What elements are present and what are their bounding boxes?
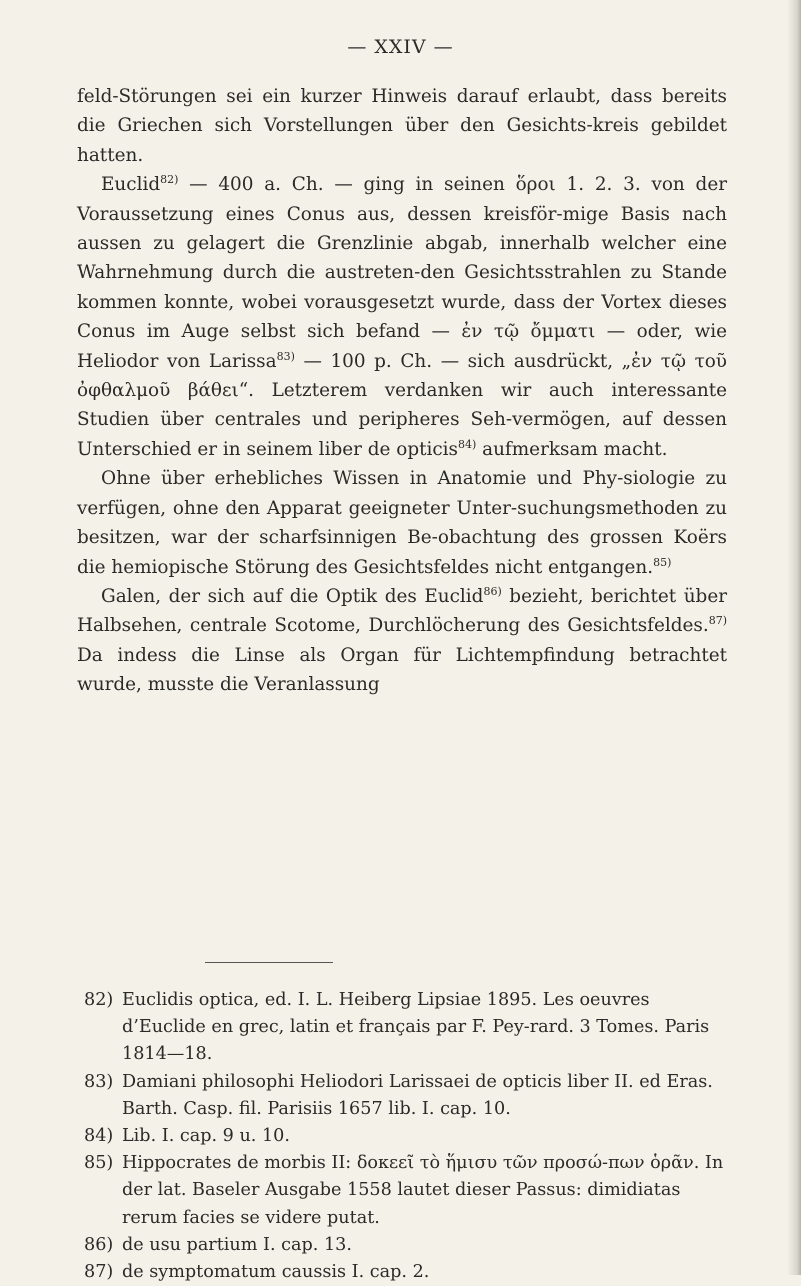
footnote-text: de symptomatum caussis I. cap. 2. (122, 1262, 430, 1283)
footnote (84, 1259, 734, 1286)
footnote (84, 987, 734, 1069)
footnote-ref[interactable]: 85) (653, 555, 672, 569)
paragraph-text: — 100 p. Ch. — sich ausdrückt, „ἐν τῷ τοῦ ὀφθαλμοῦ βάθει“. Letzterem verdanken wir auch interessante Studien über centrales und peripheres Seh-vermögen, auf dessen Unterschied er in seinem liber de opticis (77, 350, 727, 460)
paragraph-text: aufmerksam macht. (476, 438, 668, 460)
page-header: — XXIV — (347, 36, 454, 58)
footnote-number: 86) (84, 1234, 114, 1255)
footnote-ref[interactable]: 84) (457, 437, 477, 451)
paragraph (77, 582, 727, 700)
footnote-ref[interactable]: 86) (483, 584, 502, 598)
footnote-text: Euclidis optica, ed. I. L. Heiberg Lipsiae 1895. Les oeuvres d’Euclide en grec, latin et français par F. Pey-rard. 3 Tomes. Paris 1814—18. (122, 990, 710, 1065)
footnote-number: 83) (84, 1071, 114, 1092)
footnote-divider (205, 962, 333, 963)
footnote (84, 1123, 734, 1150)
paragraph (77, 82, 727, 170)
footnote (84, 1150, 734, 1232)
footnote-ref[interactable]: 82) (160, 173, 179, 187)
paragraph-text: bezieht, berichtet über Halbsehen, centrale Scotome, Durchlöcherung des Gesichtsfeldes. (77, 585, 727, 637)
footnote (84, 1232, 734, 1259)
paragraph (77, 464, 727, 582)
page-edge-shadow (787, 0, 801, 1275)
footnote-number: 82) (84, 990, 114, 1010)
footnote-ref[interactable]: 83) (276, 349, 295, 363)
footnotes (84, 987, 734, 1286)
paragraph-text: — 400 a. Ch. — ging in seinen ὅροι 1. 2. 3. von der Voraussetzung eines Conus aus, dessen kreisför-mige Basis nach aussen zu gelagert die Grenzlinie abgab, innerhalb welcher eine Wahrnehmung durch die austreten-den Gesichtsstrahlen zu Stande kommen konnte, wobei vorausgesetzt wurde, dass der Vortex dieses Conus im Auge selbst sich befand — ἐν τῷ ὄμματι — oder, wie Heliodor von Larissa (77, 174, 727, 372)
footnote-text: Lib. I. cap. 9 u. 10. (122, 1126, 290, 1147)
footnote-text: Damiani philosophi Heliodori Larissaei de opticis liber II. ed Eras. Barth. Casp. fil. Parisiis 1657 lib. I. cap. 10. (122, 1071, 713, 1119)
footnote-number: 87) (84, 1262, 114, 1283)
footnote-number: 85) (84, 1153, 114, 1174)
footnote-text: Hippocrates de morbis II: δοκεεῖ τὸ ἥμισυ τῶν προσώ-πων ὁρᾶν. In der lat. Baseler Ausgabe 1558 lautet dieser Passus: dimidiatas rerum facies se videre putat. (122, 1153, 724, 1228)
footnote-number: 84) (84, 1126, 114, 1147)
paragraph-text: Galen, der sich auf die Optik des Euclid (101, 585, 484, 607)
paragraph-text: Ohne über erhebliches Wissen in Anatomie und Phy-siologie zu verfügen, ohne den Apparat geeigneter Unter-suchungsmethoden zu besitzen, war der scharfsinnigen Be-obachtung des grossen Koërs die hemiopische Störung des Gesichtsfeldes nicht entgangen. (77, 468, 727, 578)
footnote-text: de usu partium I. cap. 13. (122, 1234, 352, 1255)
footnote-ref[interactable]: 87) (708, 614, 727, 628)
paragraph (77, 170, 727, 464)
body-text (77, 82, 727, 700)
paragraph-text: Da indess die Linse als Organ für Lichtempfindung betrachtet wurde, musste die Veranlassung (77, 644, 727, 696)
paragraph-text: feld-Störungen sei ein kurzer Hinweis darauf erlaubt, dass bereits die Griechen sich Vorstellungen über den Gesichts-kreis gebildet hatten. (77, 86, 727, 166)
footnote (84, 1069, 734, 1123)
paragraph-text: Euclid (101, 174, 161, 196)
